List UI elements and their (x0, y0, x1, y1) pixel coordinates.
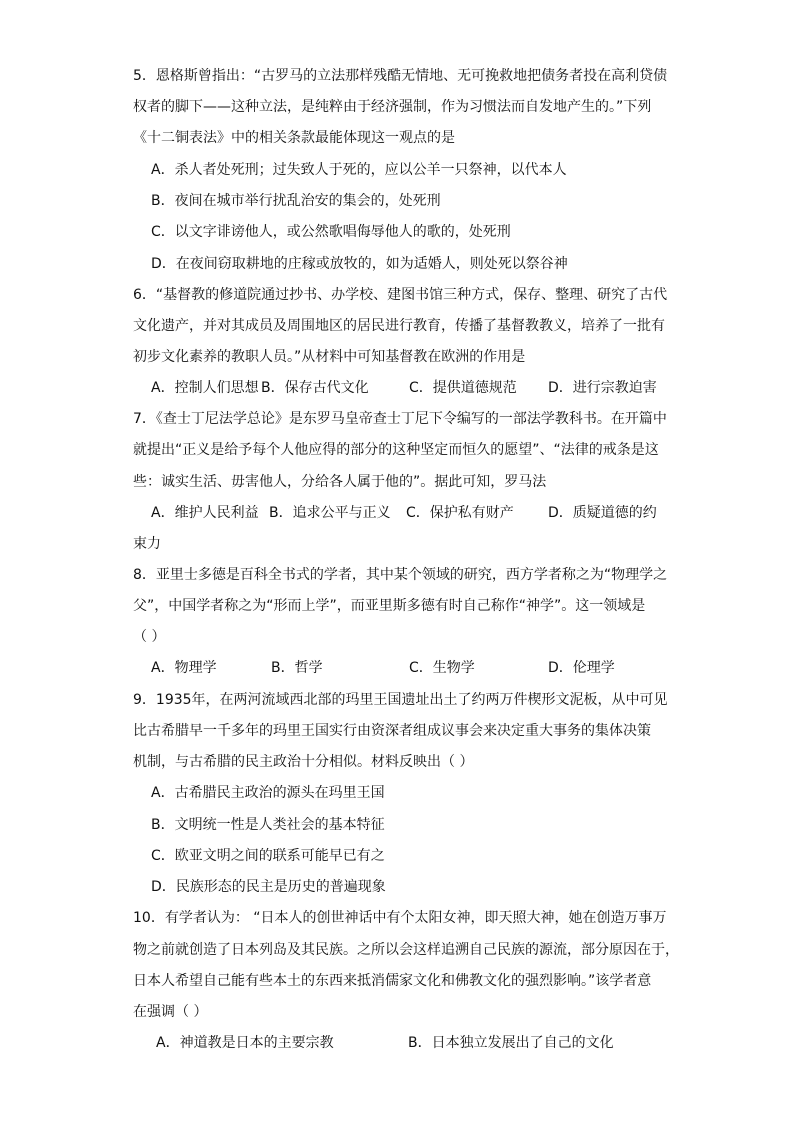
question-8-options (151, 658, 671, 678)
question-6-options (151, 378, 671, 398)
question-10-stem-line-4: 在强调（ ） (133, 1004, 208, 1020)
question-5-option-b[interactable]: B．夜间在城市举行扰乱治安的集会的，处死刑 (151, 193, 441, 209)
question-5-stem-line-1: 5．恩格斯曾指出：“古罗马的立法那样残酷无情地、无可挽救地把债务者投在高利贷债 (133, 68, 668, 84)
question-9-option-d[interactable]: D．民族形态的民主是历史的普遍现象 (151, 879, 386, 895)
question-8-option-a[interactable]: A．物理学 (151, 660, 217, 676)
question-6-stem-line-2: 文化遗产，并对其成员及周围地区的居民进行教育，传播了基督教教义，培养了一批有 (133, 318, 665, 334)
question-6-option-b[interactable]: B．保存古代文化 (261, 380, 369, 396)
question-10-options (156, 1033, 676, 1053)
question-9-stem-line-1: 9．1935年，在两河流域西北部的玛里王国遗址出土了约两万件楔形文泥板，从中可见 (133, 692, 668, 708)
question-9-stem-line-2: 比古希腊早一千多年的玛里王国实行由资深者组成议事会来决定重大事务的集体决策 (133, 723, 651, 739)
question-6-stem-line-3: 初步文化素养的教职人员。”从材料中可知基督教在欧洲的作用是 (133, 349, 526, 365)
question-10-option-b[interactable]: B．日本独立发展出了自己的文化 (408, 1035, 614, 1051)
question-8-option-c[interactable]: C．生物学 (409, 660, 475, 676)
question-10-option-a[interactable]: A．神道教是日本的主要宗教 (156, 1035, 334, 1051)
question-5-option-c[interactable]: C．以文字诽谤他人，或公然歌唱侮辱他人的歌的，处死刑 (151, 224, 511, 240)
question-5-option-d[interactable]: D．在夜间窃取耕地的庄稼或放牧的，如为适婚人，则处死以祭谷神 (151, 256, 568, 272)
question-7-option-b[interactable]: B．追求公平与正义 (269, 505, 391, 521)
question-7-option-a[interactable]: A．维护人民利益 (151, 505, 259, 521)
question-6-stem-line-1: 6．“基督教的修道院通过抄书、办学校、建图书馆三种方式，保存、整理、研究了古代 (133, 287, 668, 303)
question-7-stem-line-2: 就提出“正义是给予每个人他应得的部分的这种坚定而恒久的愿望”、“法律的戒条是这 (133, 442, 659, 458)
question-10-stem-line-1: 10．有学者认为： “日本人的创世神话中有个太阳女神，即天照大神，她在创造万事万 (133, 910, 667, 926)
question-6-option-d[interactable]: D．进行宗教迫害 (548, 380, 657, 396)
question-10-stem-line-2: 物之前就创造了日本列岛及其民族。之所以会这样追溯自己民族的源流，部分原因在于， (133, 942, 679, 958)
question-8-option-d[interactable]: D．伦理学 (548, 660, 615, 676)
question-9-option-b[interactable]: B．文明统一性是人类社会的基本特征 (151, 817, 385, 833)
question-9-option-a[interactable]: A．古希腊民主政治的源头在玛里王国 (151, 785, 385, 801)
question-10-stem-line-3: 日本人希望自己能有些本土的东西来抵消儒家文化和佛教文化的强烈影响。”该学者意 (133, 973, 652, 989)
question-7-option-c[interactable]: C．保护私有财产 (406, 505, 514, 521)
question-5-stem-line-2: 权者的脚下——这种立法，是纯粹由于经济强制，作为习惯法而自发地产生的。”下列 (133, 99, 652, 115)
question-7-options (151, 503, 671, 523)
question-7-stem-line-3: 些：诚实生活、毋害他人，分给各人属于他的”。据此可知，罗马法 (133, 474, 547, 490)
question-6-option-c[interactable]: C．提供道德规范 (409, 380, 517, 396)
question-8-answer-blank: （ ） (133, 629, 166, 645)
question-7-stem-line-1: 7．《查士丁尼法学总论》是东罗马皇帝查士丁尼下令编写的一部法学教科书。在开篇中 (133, 411, 667, 427)
question-5-option-a[interactable]: A．杀人者处死刑；过失致人于死的，应以公羊一只祭神，以代本人 (151, 162, 567, 178)
question-9-stem-line-3: 机制，与古希腊的民主政治十分相似。材料反映出（ ） (133, 754, 474, 770)
question-8-option-b[interactable]: B．哲学 (271, 660, 323, 676)
question-7-option-d-continuation: 束力 (133, 536, 161, 552)
question-5-stem-line-3: 《十二铜表法》中的相关条款最能体现这一观点的是 (133, 130, 455, 146)
question-8-stem-line-1: 8．亚里士多德是百科全书式的学者，其中某个领域的研究，西方学者称之为“物理学之 (133, 567, 668, 583)
question-7-option-d[interactable]: D．质疑道德的约 (548, 505, 657, 521)
question-9-option-c[interactable]: C．欧亚文明之间的联系可能早已有之 (151, 848, 385, 864)
question-6-option-a[interactable]: A．控制人们思想 (151, 380, 259, 396)
question-8-stem-line-2: 父”，中国学者称之为“形而上学”，而亚里斯多德有时自己称作“神学”。这一领域是 (133, 598, 646, 614)
